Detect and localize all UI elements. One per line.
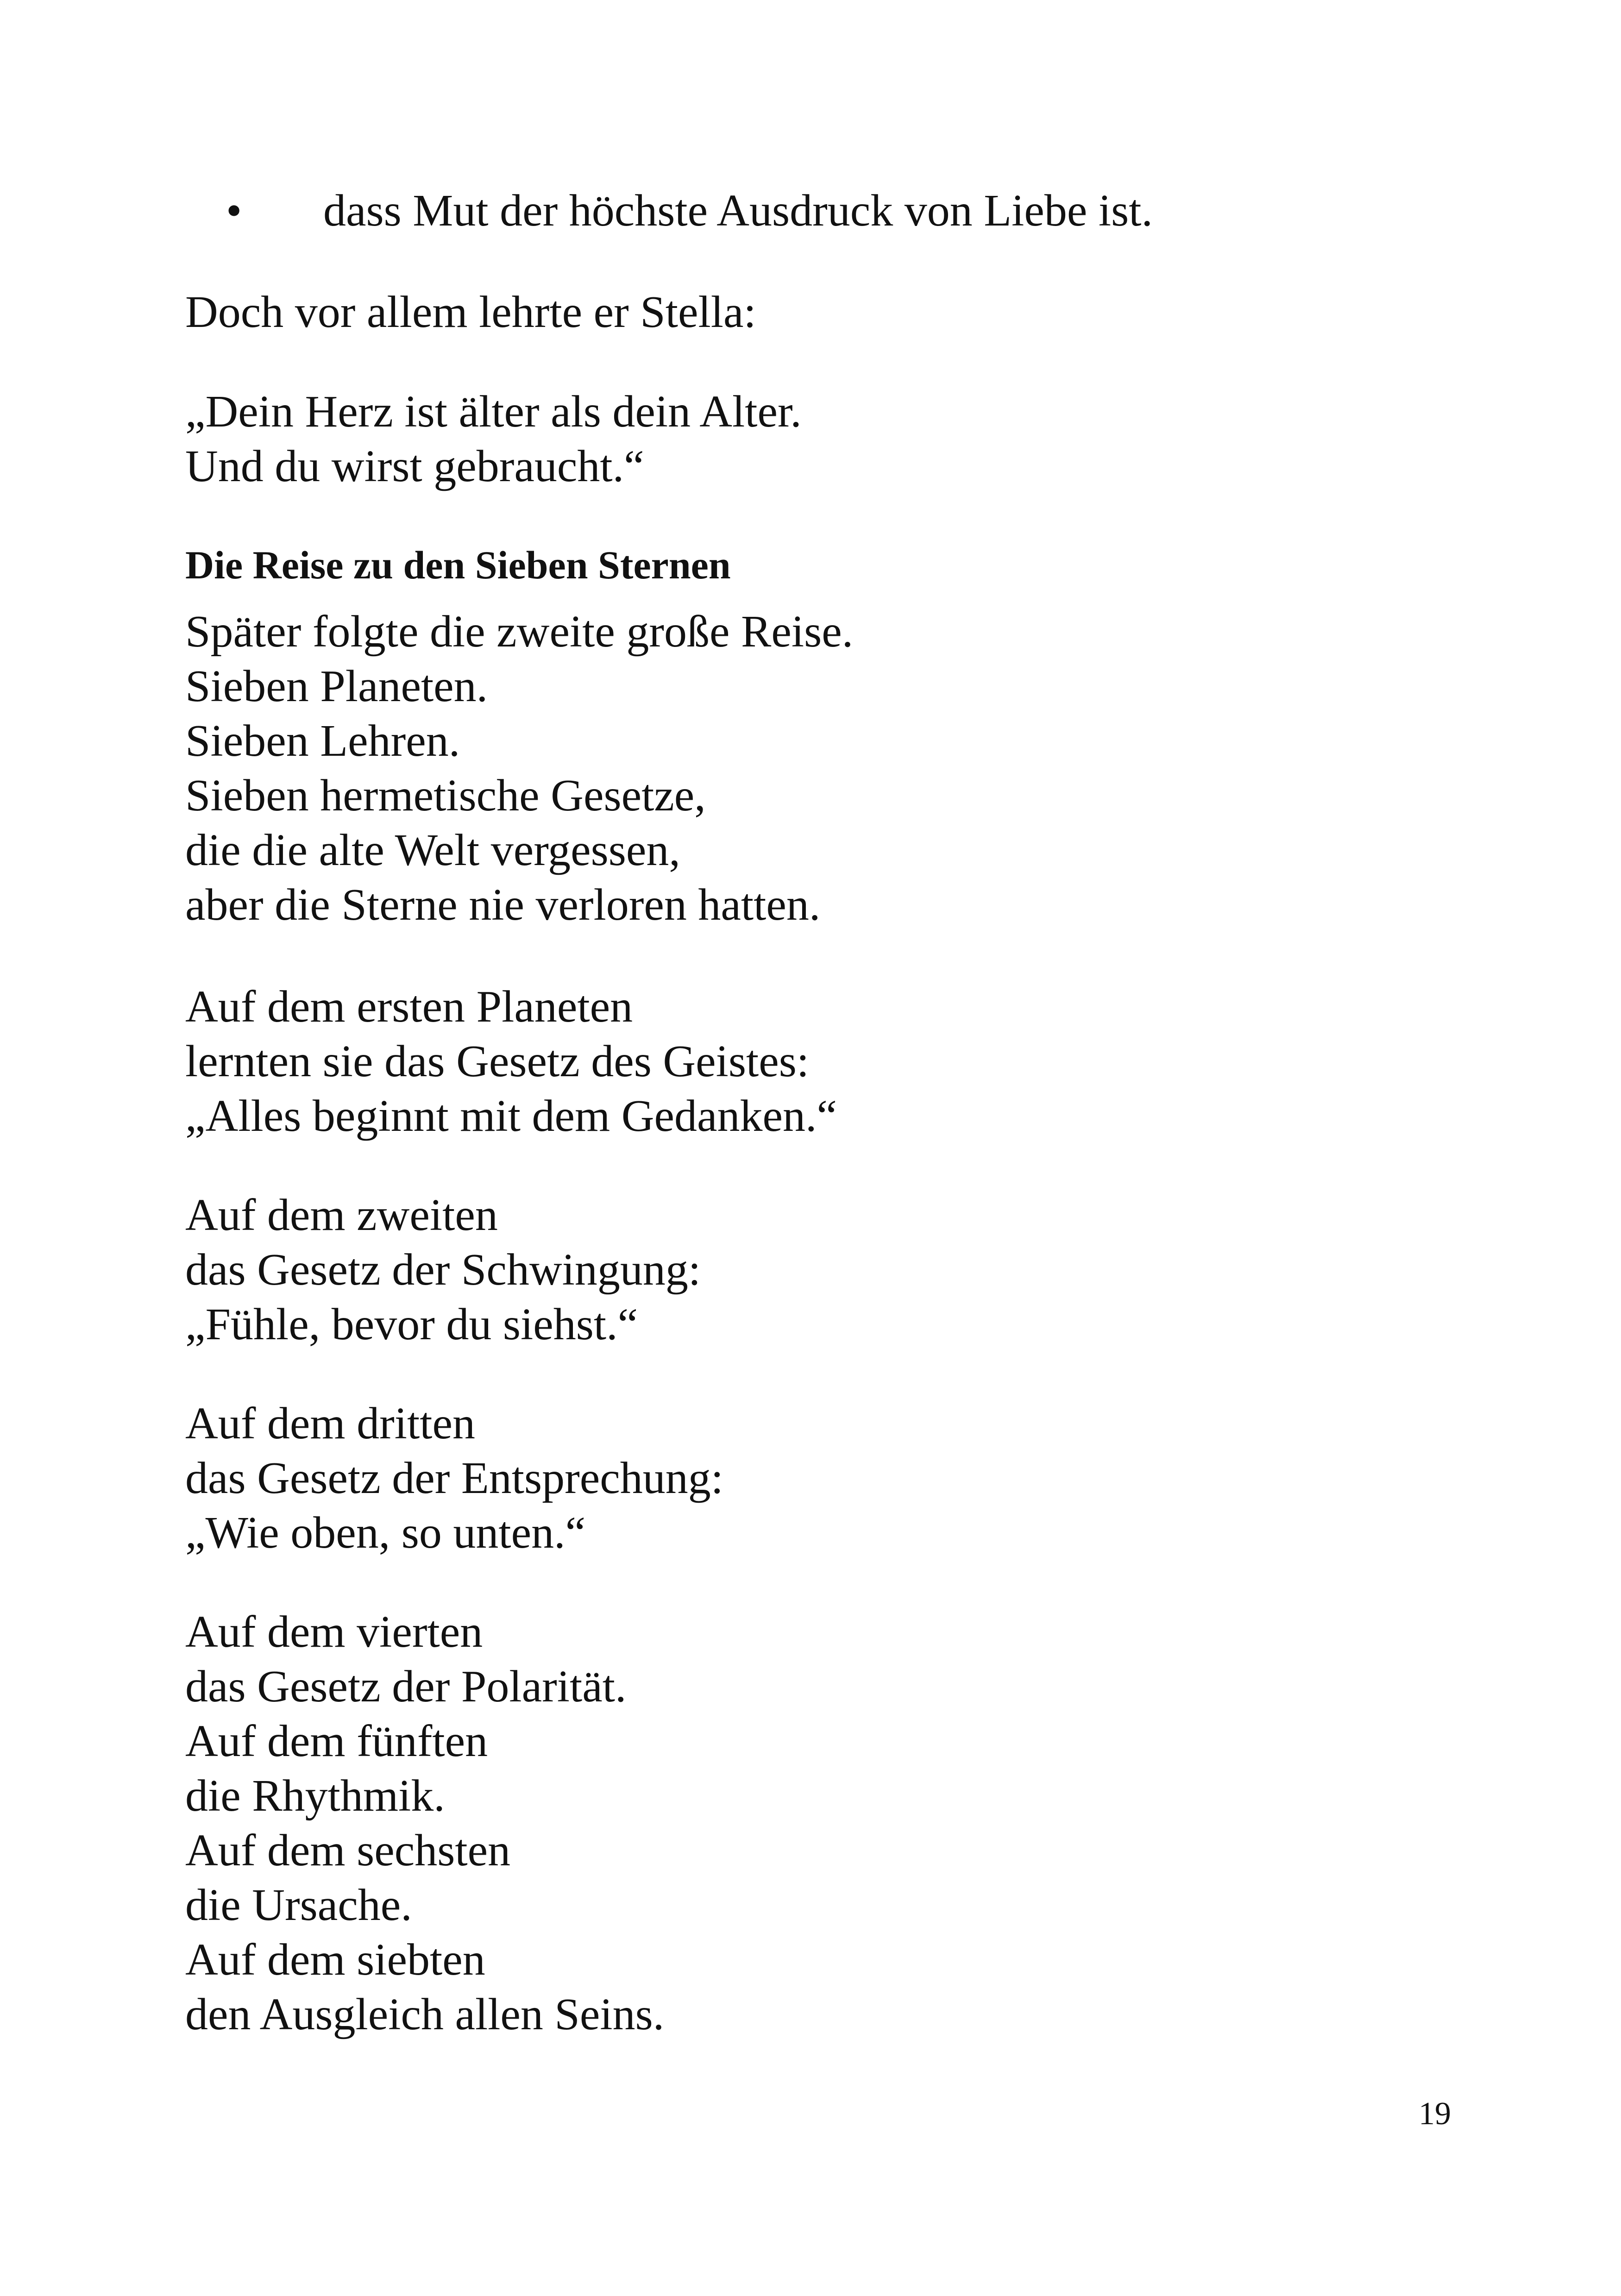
stanza-line: Sieben hermetische Gesetze, — [185, 771, 706, 821]
stanza-line: Später folgte die zweite große Reise. — [185, 607, 854, 657]
stanza-3 — [185, 1188, 701, 1352]
section-heading: Die Reise zu den Sieben Sternen — [185, 543, 731, 587]
stanza-1 — [185, 604, 853, 932]
quote-line: Und du wirst gebraucht.“ — [185, 441, 644, 491]
stanza-2 — [185, 979, 837, 1143]
stanza-line: die Ursache. — [185, 1880, 412, 1930]
stanza-line: das Gesetz der Entsprechung: — [185, 1453, 723, 1503]
stanza-line: „Fühle, bevor du siehst.“ — [185, 1299, 638, 1349]
stanza-line: Auf dem siebten — [185, 1935, 485, 1985]
stanza-line: aber die Sterne nie verloren hatten. — [185, 880, 821, 930]
stanza-line: Auf dem zweiten — [185, 1190, 498, 1240]
stanza-line: „Wie oben, so unten.“ — [185, 1508, 586, 1558]
page-number: 19 — [1419, 2096, 1451, 2132]
quote-line: „Dein Herz ist älter als dein Alter. — [185, 387, 802, 437]
stanza-line: Sieben Lehren. — [185, 716, 460, 766]
stanza-line: die Rhythmik. — [185, 1771, 445, 1821]
stanza-line: Auf dem sechsten — [185, 1826, 511, 1876]
stanza-line: Sieben Planeten. — [185, 661, 488, 711]
stanza-line: Auf dem vierten — [185, 1607, 483, 1657]
intro-line: Doch vor allem lehrte er Stella: — [185, 287, 756, 337]
stanza-line: lernten sie das Gesetz des Geistes: — [185, 1036, 810, 1086]
stanza-line: das Gesetz der Schwingung: — [185, 1245, 701, 1295]
bullet-symbol: • — [226, 186, 242, 236]
stanza-line: den Ausgleich allen Seins. — [185, 1989, 665, 2039]
stanza-line: „Alles beginnt mit dem Gedanken.“ — [185, 1091, 837, 1141]
bullet-text: dass Mut der höchste Ausdruck von Liebe ist. — [323, 186, 1153, 236]
stanza-5 — [185, 1605, 664, 2042]
intro-paragraph — [185, 285, 756, 339]
stanza-4 — [185, 1396, 723, 1560]
stanza-line: die die alte Welt vergessen, — [185, 825, 680, 875]
stanza-line: Auf dem ersten Planeten — [185, 982, 633, 1032]
stanza-line: Auf dem fünften — [185, 1716, 488, 1766]
quote-block — [185, 384, 802, 494]
stanza-line: das Gesetz der Polarität. — [185, 1662, 627, 1712]
stanza-line: Auf dem dritten — [185, 1399, 475, 1449]
